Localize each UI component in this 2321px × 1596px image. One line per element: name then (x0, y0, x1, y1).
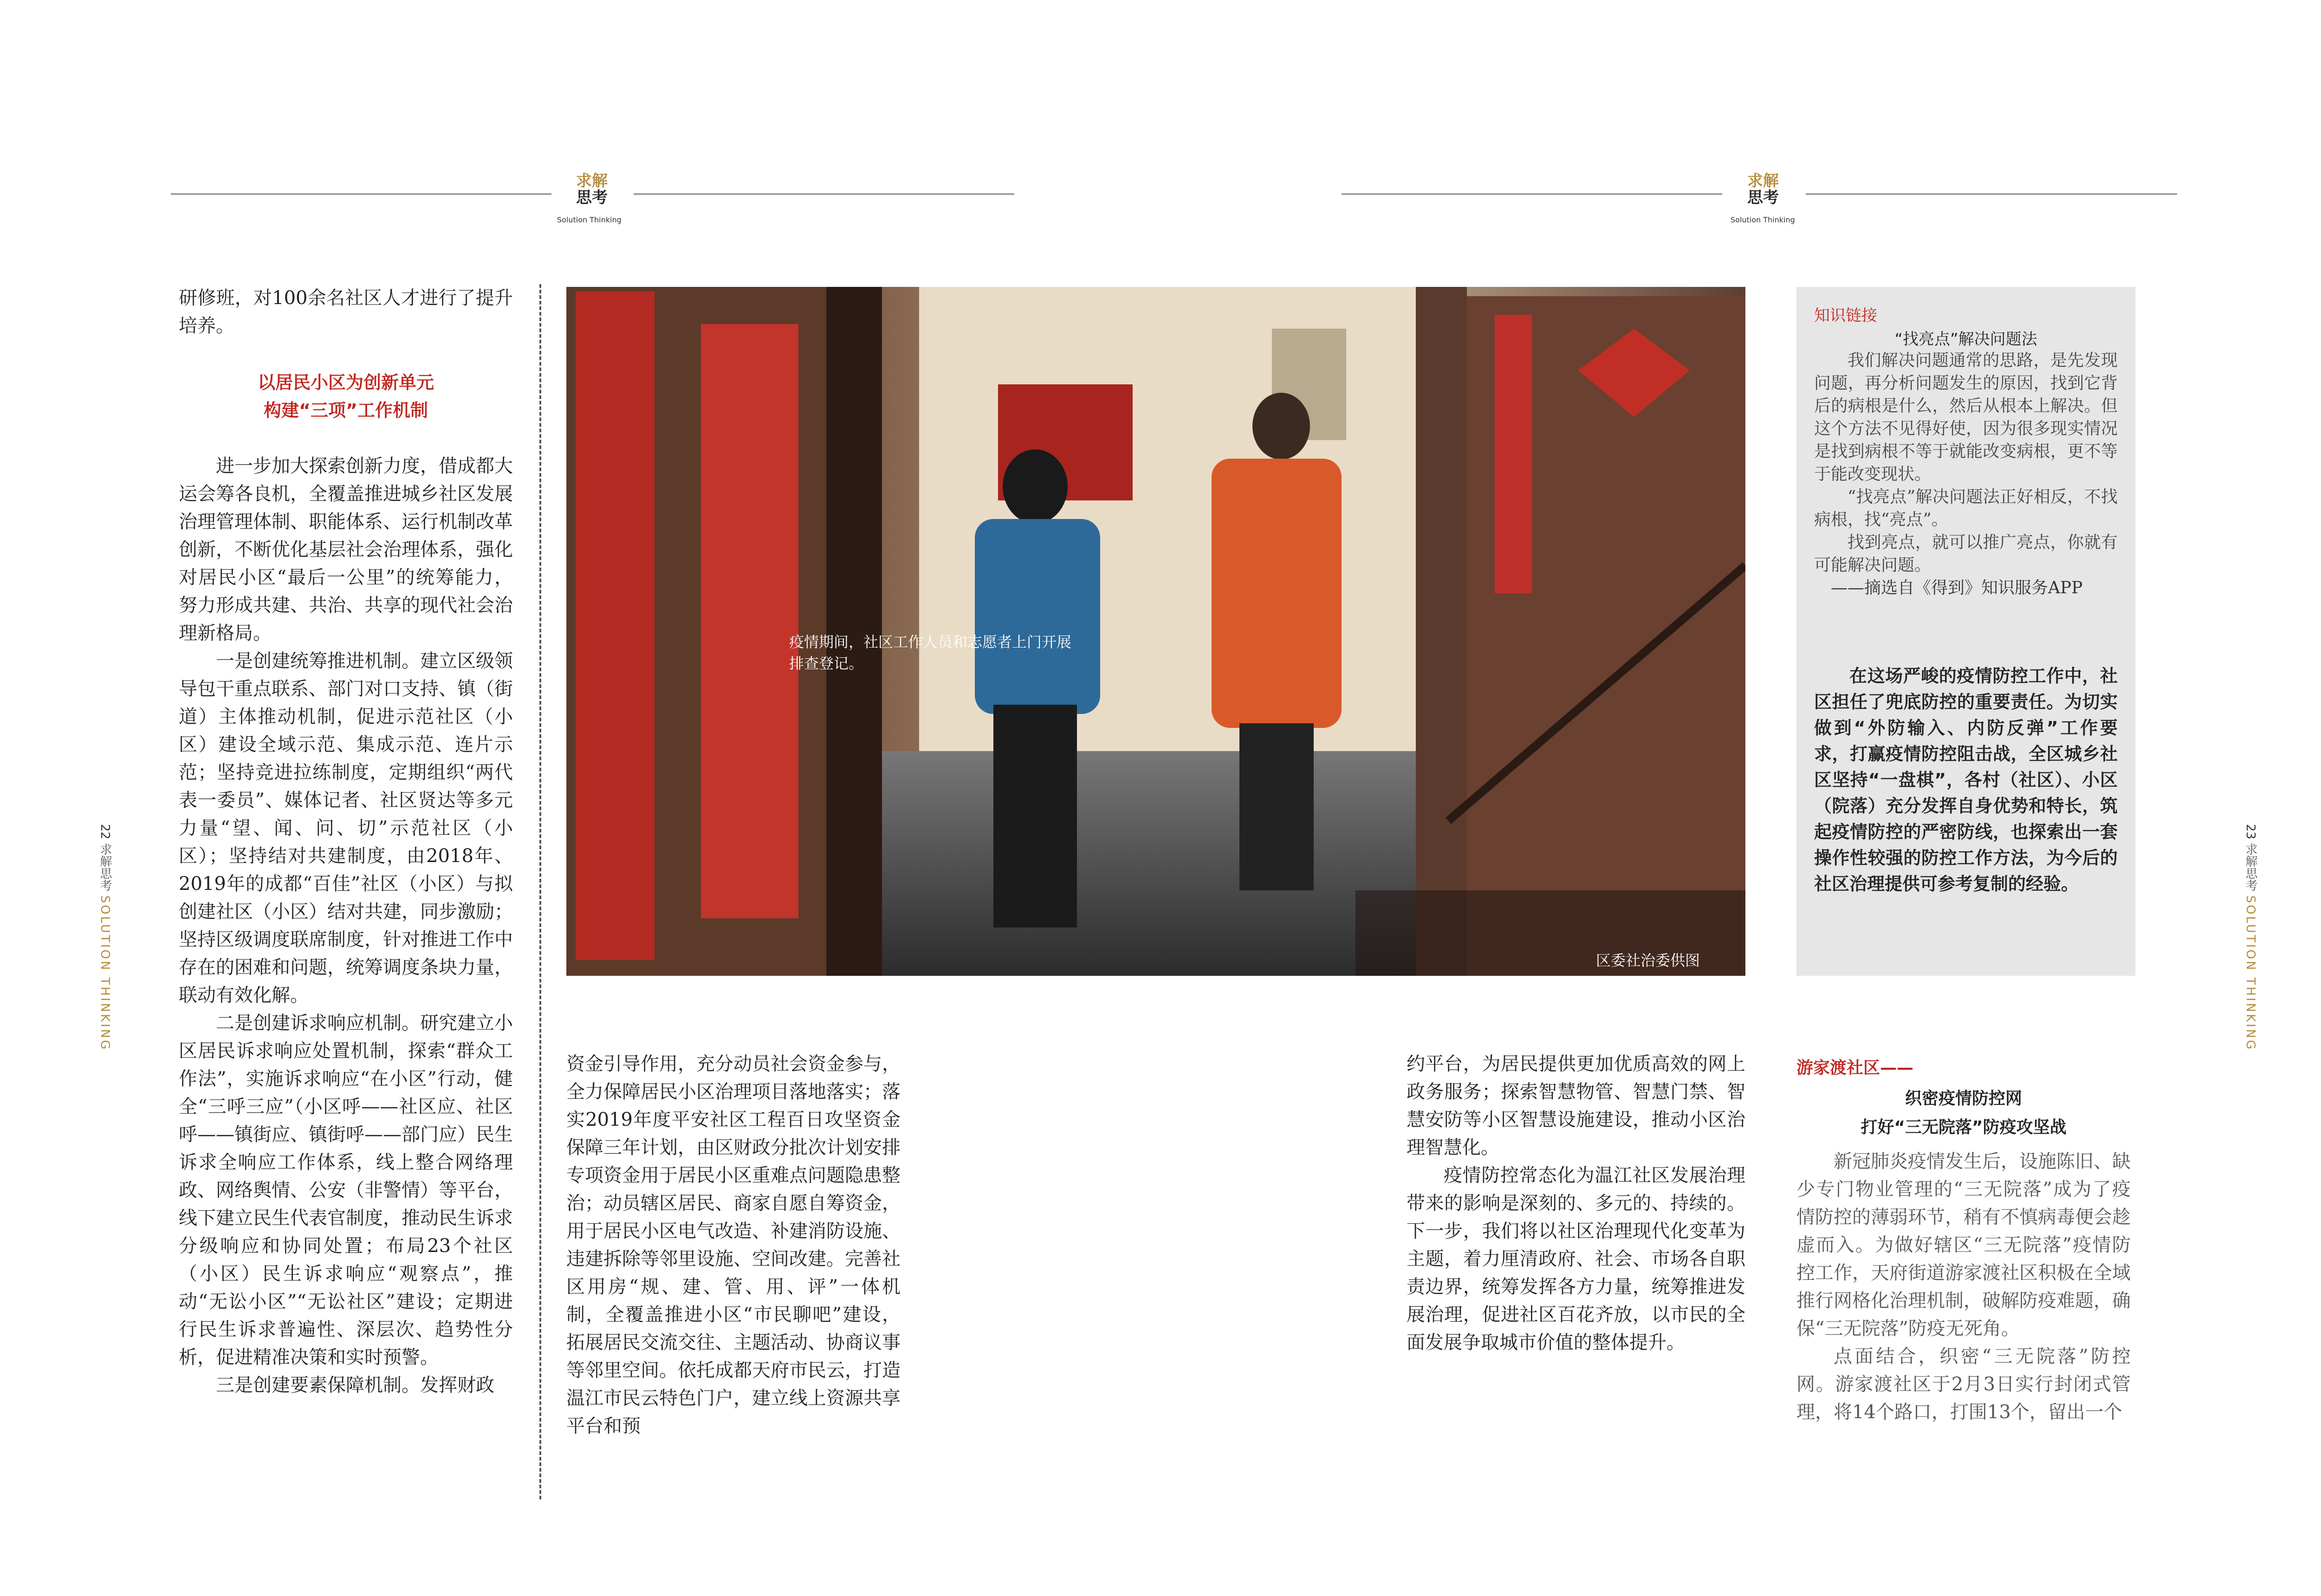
paragraph: 一是创建统筹推进机制。建立区级领导包干重点联系、部门对口支持、镇（街道）主体推动机制，促进示范社区（小区）建设全域示范、集成示范、连片示范；坚持竞进拉练制度，定期组织“两代表一委员”、媒体记者、社区贤达等多元力量“望、闻、问、切”示范社区（小区）；坚持结对共建制度，由2018年、2019年的成都“百佳”社区（小区）与拟创建社区（小区）结对共建，同步激励；坚持区级调度联席制度，针对推进工作中存在的困难和问题，统筹调度条块力量，联动有效化解。 (179, 650, 513, 1006)
subheading-line-1: 织密疫情防控网 (1905, 1089, 2022, 1108)
header-rule-right-b (1806, 193, 2177, 195)
photo-illustration (566, 287, 1745, 976)
paragraph: 资金引导作用，充分动员社会资金参与，全力保障居民小区治理项目落地落实；落实2019年度平安社区工程百日攻坚资金保障三年计划，由区财政分批次计划安排专项资金用于居民小区重难点问题隐患整治；动员辖区居民、商家自愿自筹资金，用于居民小区电气改造、补建消防设施、违建拆除等邻里设施、空间改建。完善社区用房“规、建、管、用、评”一体机制，全覆盖推进小区“市民聊吧”建设，拓展居民交流交往、主题活动、协商议事等邻里空间。依托成都天府市民云，打造温江市民云特色门户，建立线上资源共享平台和预 (566, 1053, 901, 1437)
middle-column (566, 1050, 901, 1440)
logo-text-top: 求解 (576, 172, 608, 190)
logo-text-top: 求解 (1747, 172, 1779, 190)
photo-credit: 区委社治委供图 (1596, 952, 1700, 969)
photo-community-visit (566, 287, 1745, 976)
side-en: SOLUTION THINKING (98, 895, 112, 1051)
page-number: 23 (2243, 824, 2257, 840)
knowledge-paragraph: 找到亮点，就可以推广亮点，你就有可能解决问题。 (1814, 533, 2118, 575)
knowledge-title: “找亮点”解决问题法 (1894, 330, 2037, 349)
photo-caption (789, 631, 1077, 674)
header-logo-right (1740, 173, 1786, 206)
knowledge-body (1814, 349, 2118, 599)
header-rule-right-a (1342, 193, 1722, 195)
side-cn: 求解思考 (98, 843, 112, 892)
paragraph: 三是创建要素保障机制。发挥财政 (216, 1375, 494, 1396)
left-column (179, 284, 513, 1399)
highlight-paragraph: 在这场严峻的疫情防控工作中，社区担任了兜底防控的重要责任。为切实做到“外防输入、内防反弹”工作要求，打赢疫情防控阻击战，全区城乡社区坚持“一盘棋”，各村（社区）、小区（院落）充分发挥自身优势和特长，筑起疫情防控的严密防线，也探索出一套操作性较强的防控工作方法，为今后的社区治理提供可参考复制的经验。 (1814, 666, 2118, 894)
knowledge-tag: 知识链接 (1814, 306, 1877, 325)
knowledge-paragraph: “找亮点”解决问题法正好相反，不找病根，找“亮点”。 (1814, 487, 2118, 529)
article-tag: 游家渡社区—— (1796, 1058, 1914, 1077)
header-logo-en-right: Solution Thinking (1731, 215, 1795, 224)
paragraph: 疫情防控常态化为温江社区发展治理带来的影响是深刻的、多元的、持续的。下一步，我们将以社区治理现代化变革为主题，着力厘清政府、社会、市场各自职责边界，统筹发挥各方力量，统筹推进发展治理，促进社区百花齐放，以市民的全面发展争取城市价值的整体提升。 (1407, 1165, 1745, 1353)
knowledge-source: ——摘选自《得到》知识服务APP (1831, 578, 2083, 597)
section-subheading (179, 369, 513, 424)
knowledge-paragraph: 我们解决问题通常的思路，是先发现问题，再分析问题发生的原因，找到它背后的病根是什么，然后从根本上解决。但这个方法不见得好使，因为很多现实情况是找到病根不等于就能改变病根，更不等于能改变现状。 (1814, 351, 2118, 484)
right-article-body (1796, 1148, 2131, 1426)
logo-text-bottom: 思考 (1747, 188, 1779, 207)
page-number: 22 (98, 824, 112, 840)
side-cn: 求解思考 (2243, 843, 2257, 892)
article-subheading (1796, 1084, 2131, 1142)
side-mark-right (2242, 824, 2259, 1051)
paragraph: 新冠肺炎疫情发生后，设施陈旧、缺少专门物业管理的“三无院落”成为了疫情防控的薄弱环节，稍有不慎病毒便会趁虚而入。为做好辖区“三无院落”疫情防控工作，天府街道游家渡社区积极在全域推行网格化治理机制，破解防疫难题，确保“三无院落”防疫无死角。 (1796, 1151, 2131, 1339)
paragraph: 进一步加大探索创新力度，借成都大运会筹各良机，全覆盖推进城乡社区发展治理管理体制、职能体系、运行机制改革创新，不断优化基层社会治理体系，强化对居民小区“最后一公里”的统筹能力，努力形成共建、共治、共享的现代社会治理新格局。 (179, 455, 513, 644)
paragraph: 点面结合，织密“三无院落”防控网。游家渡社区于2月3日实行封闭式管理，将14个路口，打围13个，留出一个 (1796, 1346, 2131, 1423)
header-logo-en-left: Solution Thinking (557, 215, 622, 224)
header-logo-left (569, 173, 615, 206)
header-rule-left-b (634, 193, 1014, 195)
subheading-line-2: 构建“三项”工作机制 (264, 400, 428, 421)
subheading-line-1: 以居民小区为创新单元 (257, 372, 434, 393)
paragraph: 约平台，为居民提供更加优质高效的网上政务服务；探索智慧物管、智慧门禁、智慧安防等小区智慧设施建设，推动小区治理智慧化。 (1407, 1053, 1745, 1158)
subheading-line-2: 打好“三无院落”防疫攻坚战 (1861, 1118, 2067, 1137)
paragraph: 二是创建诉求响应机制。研究建立小区居民诉求响应处置机制，探索“群众工作法”，实施诉求响应“在小区”行动，健全“三呼三应”（小区呼——社区应、社区呼——镇街应、镇街呼——部门应）民生诉求全响应工作体系，线上整合网络理政、网络舆情、公安（非警情）等平台，线下建立民生代表官制度，推动民生诉求分级响应和协同处置；布局23个社区（小区）民生诉求响应“观察点”，推动“无讼小区”“无讼社区”建设；定期进行民生诉求普遍性、深层次、趋势性分析，促进精准决策和实时预警。 (179, 1012, 513, 1368)
caption-text: 疫情期间，社区工作人员和志愿者上门开展排查登记。 (789, 633, 1072, 672)
intro-text: 研修班，对100余名社区人才进行了提升培养。 (179, 287, 513, 337)
center-right-column (1407, 1050, 1745, 1356)
side-mark-left (97, 824, 114, 1051)
header-rule-left-a (171, 193, 551, 195)
column-divider (539, 284, 541, 1499)
side-en: SOLUTION THINKING (2243, 895, 2257, 1051)
logo-text-bottom: 思考 (576, 188, 608, 207)
